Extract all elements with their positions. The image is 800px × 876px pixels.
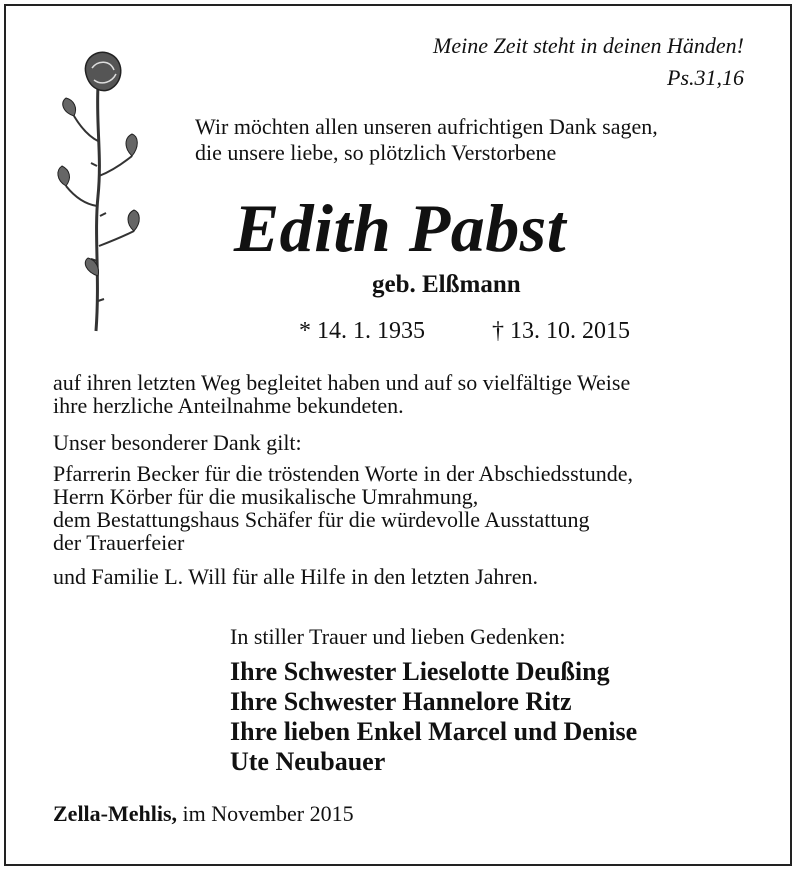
place-city: Zella-Mehlis, bbox=[53, 801, 178, 826]
intro-line: die unsere liebe, so plötzlich Verstorbene bbox=[195, 140, 557, 165]
maiden-name: geb. Elßmann bbox=[372, 271, 521, 298]
mourner-name: Ihre Schwester Lieselotte Deußing bbox=[230, 657, 610, 686]
place-month: im November 2015 bbox=[182, 801, 354, 826]
motto-text: Meine Zeit steht in deinen Händen! bbox=[433, 33, 744, 58]
body-line: ihre herzliche Anteilnahme bekundeten. bbox=[53, 393, 404, 418]
body-line: der Trauerfeier bbox=[53, 530, 185, 555]
birth-date: * 14. 1. 1935 bbox=[299, 318, 425, 344]
mourner-name: Ute Neubauer bbox=[230, 747, 386, 776]
mourners-list bbox=[230, 657, 637, 777]
death-date: † 13. 10. 2015 bbox=[492, 318, 630, 344]
body-line: Herrn Körber für die musikalische Umrahmung, bbox=[53, 484, 479, 509]
deceased-name: Edith Pabst bbox=[233, 190, 567, 266]
intro-text bbox=[195, 114, 658, 166]
intro-line: Wir möchten allen unseren aufrichtigen Dank sagen, bbox=[195, 114, 658, 139]
body-line: Pfarrerin Becker für die tröstenden Worte in der Abschiedsstunde, bbox=[53, 461, 634, 486]
place-date bbox=[53, 801, 354, 827]
body-line: auf ihren letzten Weg begleitet haben und auf so vielfältige Weise bbox=[53, 370, 631, 395]
body-line: und Familie L. Will für alle Hilfe in den letzten Jahren. bbox=[53, 564, 539, 589]
motto-reference: Ps.31,16 bbox=[667, 65, 744, 90]
mourner-name: Ihre lieben Enkel Marcel und Denise bbox=[230, 717, 638, 746]
mourner-name: Ihre Schwester Hannelore Ritz bbox=[230, 687, 572, 716]
mourning-line: In stiller Trauer und lieben Gedenken: bbox=[230, 624, 566, 649]
body-line: Unser besonderer Dank gilt: bbox=[53, 430, 302, 455]
body-line: dem Bestattungshaus Schäfer für die würdevolle Ausstattung bbox=[53, 507, 590, 532]
